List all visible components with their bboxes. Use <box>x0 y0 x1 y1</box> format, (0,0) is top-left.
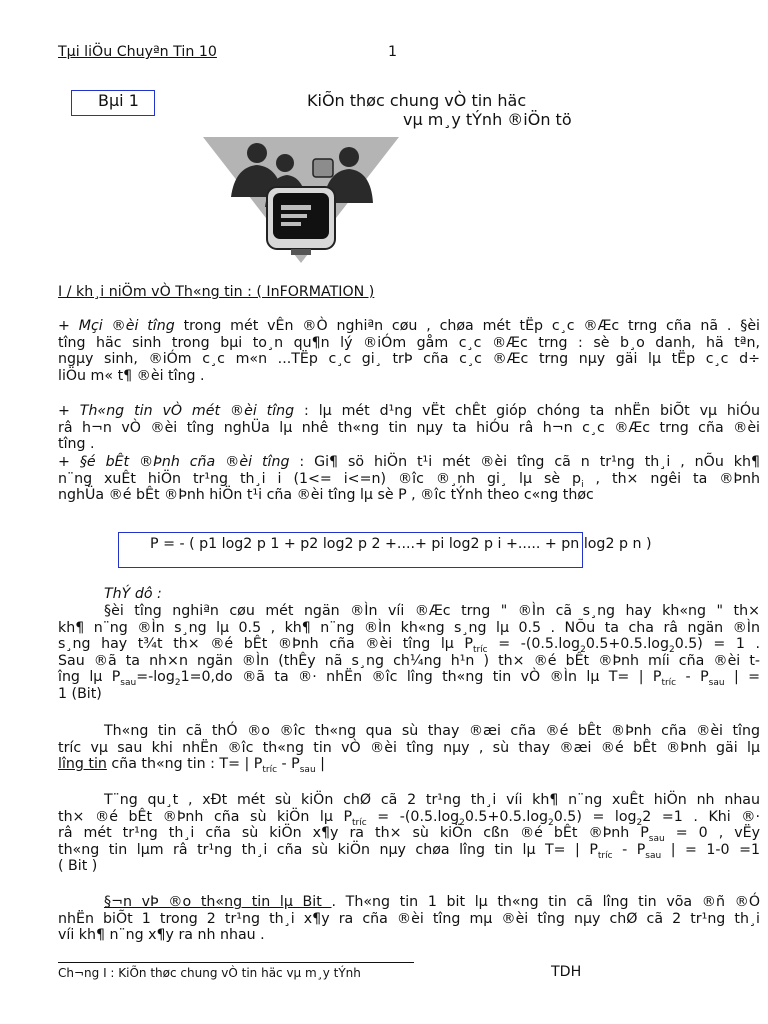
bit-unit-paragraph: §¬n vÞ ®o th«ng tin lµ Bit . Th«ng tin 1 bit lµ th«ng tin cã lîng tin võa ®ñ ®Ó nhËn biÕt 1 trong 2 tr¹ng th¸i x¶y ra cña ®èi tîng mµ ®èi tîng nµy chØ cã 2 tr¹ng th¸i víi kh¶ n¨ng x¶y ra nh nhau . <box>58 894 760 944</box>
example-lamp-paragraph: §èi tîng nghiªn cøu mét ngän ®Ìn víi ®Æc trng " ®Ìn cã s¸ng hay kh«ng " th× kh¶ n¨ng ®Ìn s¸ng lµ 0.5 , kh¶ n¨ng ®Ìn kh«ng s¸ng lµ 0.5 . NÕu ta cha râ ngän ®Ìn s¸ng hay t¾t th× ®é bÊt ®Þnh cña ®èi tîng lµ $P_{tríc} = -(0.5.\log_20.5+0.5.\log_20.5) = 1$ . Sau ®ã ta nh×n ngän ®Ìn (thÊy nã s¸ng ch¼ng h¹n ) th× ®é bÊt ®Þnh míi cña ®èi t- îng lµ $P_{sau}=-\log_21=0,do$ ®ã ta ®· nhËn ®îc lîng th«ng tin vÒ ®Ìn lµ T= | $P_{tríc} - P_{sau}$ | = 1 (Bit) <box>58 603 761 702</box>
examples-heading: ThÝ dô : <box>104 586 162 602</box>
lesson-label: Bµi 1 <box>98 91 139 110</box>
section-heading: I / kh¸i niÖm vÒ Th«ng tin : ( InFORMATION ) <box>58 284 375 300</box>
general-event-paragraph: T¨ng qu¸t , xÐt mét sù kiÖn chØ cã 2 tr¹ng th¸i víi kh¶ n¨ng xuÊt hiÖn nh nhau th× ®é bÊt ®Þnh cña sù kiÖn lµ $P_{tríc} = -(0.5.\log_20.5+0.5.\log_20.5) = \log_22 =1$ . Khi ®· râ mét tr¹ng th¸i cña sù kiÖn x¶y ra th× sù kiÖn cßn ®é bÊt ®Þnh $P_{sau} = 0$ , vËy th«ng tin lµm râ tr¹ng th¸i cña sù kiÖn nµy chøa lîng tin lµ T= | $P_{tríc} - P_{sau}$ | = 1-0 =1 ( Bit ) <box>58 792 760 875</box>
footer-divider <box>58 962 414 963</box>
footer-chapter: Ch¬ng I : KiÕn thøc chung vÒ tin häc vµ m¸y tÝnh <box>58 966 361 980</box>
paragraph-object: + Mçi ®èi tîng trong mét vÊn ®Ò nghiªn cøu , chøa mét tËp c¸c ®Æc trng cña nã . §èi tîng häc sinh trong bµi to¸n qu¶n lý ®iÓm gåm c¸c ®Æc trng : sè b¸o danh, hä tªn, ngµy sinh, ®iÓm c¸c m«n ...TËp c¸c gi¸ trÞ cña c¸c ®Æc trng nµy gäi lµ tËp c¸c d÷ liÖu m« t¶ ®èi tîng . <box>58 318 760 384</box>
term-information-amount: lîng tin <box>58 756 107 773</box>
page-number: 1 <box>388 44 398 60</box>
paragraph-information: + Th«ng tin vÒ mét ®èi tîng : lµ mét d¹ng vËt chÊt gióp chóng ta nhËn biÕt vµ hiÓu râ h¬n vÒ ®èi tîng nghÜa lµ nhê th«ng tin nµy ta hiÓu râ h¬n c¸c ®Æc trng cña ®èi tîng . <box>58 403 761 453</box>
entropy-formula: P = - ( p1 log2 p 1 + p2 log2 p 2 +....+ pi log2 p i +..... + pn log2 p n ) <box>150 536 652 552</box>
paragraph-uncertainty: + §é bÊt ®Þnh cña ®èi tîng : Gi¶ sö hiÖn t¹i mét ®èi tîng cã n tr¹ng th¸i , nÕu kh¶ n¨ng xuÊt hiÖn tr¹ng th¸i i (1<= i<=n) ®îc ®¸nh gi¸ lµ sè $p_i$ , th× ngêi ta ®Þnh nghÜa ®é bÊt ®Þnh hiÖn t¹i cña ®èi tîng lµ sè P , ®îc tÝnh theo c«ng thøc <box>58 454 760 504</box>
term-uncertainty: + §é bÊt ®Þnh cña ®èi tîng <box>58 454 290 470</box>
information-amount-paragraph: Th«ng tin cã thÓ ®o ®îc th«ng qua sù thay ®æi cña ®é bÊt ®Þnh cña ®èi tîng tríc vµ sau khi nhËn ®îc th«ng tin vÒ ®èi tîng nµy , sù thay ®æi ®é bÊt ®Þnh gäi lµ lîng tin cña th«ng tin : T= | $P_{tríc} - P_{sau}$ | <box>58 723 760 776</box>
people-computer-illustration-icon <box>203 137 399 265</box>
term-information: + Th«ng tin vÒ mét ®èi tîng <box>58 403 295 419</box>
term-object: + Mçi ®èi tîng <box>58 318 175 334</box>
header-title: Tµi liÖu Chuyªn Tin 10 <box>58 44 217 60</box>
footer-author: TDH <box>551 964 582 980</box>
lesson-title-line1: KiÕn thøc chung vÒ tin häc <box>307 91 527 110</box>
term-bit-unit: §¬n vÞ ®o th«ng tin lµ Bit <box>104 894 332 910</box>
lesson-title-line2: vµ m¸y tÝnh ®iÖn tö <box>403 110 572 129</box>
